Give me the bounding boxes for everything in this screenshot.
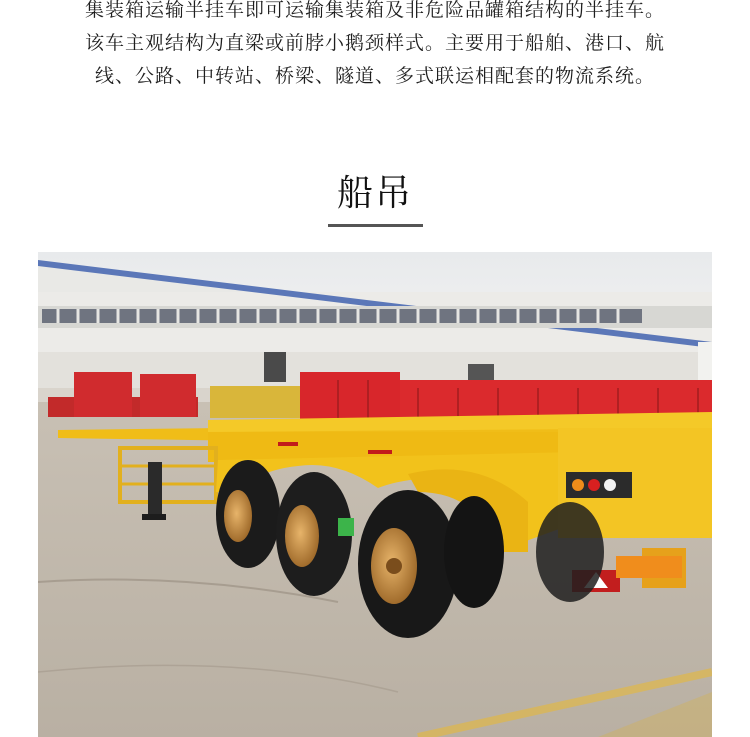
- trailer-photo: [38, 252, 712, 737]
- intro-text: [0, 0, 750, 93]
- intro-line-2: 该车主观结构为直梁或前脖小鹅颈样式。主要用于船舶、港口、航: [84, 32, 665, 54]
- intro-line-1: 集装箱运输半挂车即可运输集装箱及非危险品罐箱结构的半挂车。: [84, 0, 665, 21]
- section-title: 船吊: [336, 173, 413, 214]
- tire-front: [216, 460, 280, 568]
- intro-line-3: 线、公路、中转站、桥梁、隧道、多式联运相配套的物流系统。: [94, 65, 655, 87]
- title-underline: [328, 224, 423, 227]
